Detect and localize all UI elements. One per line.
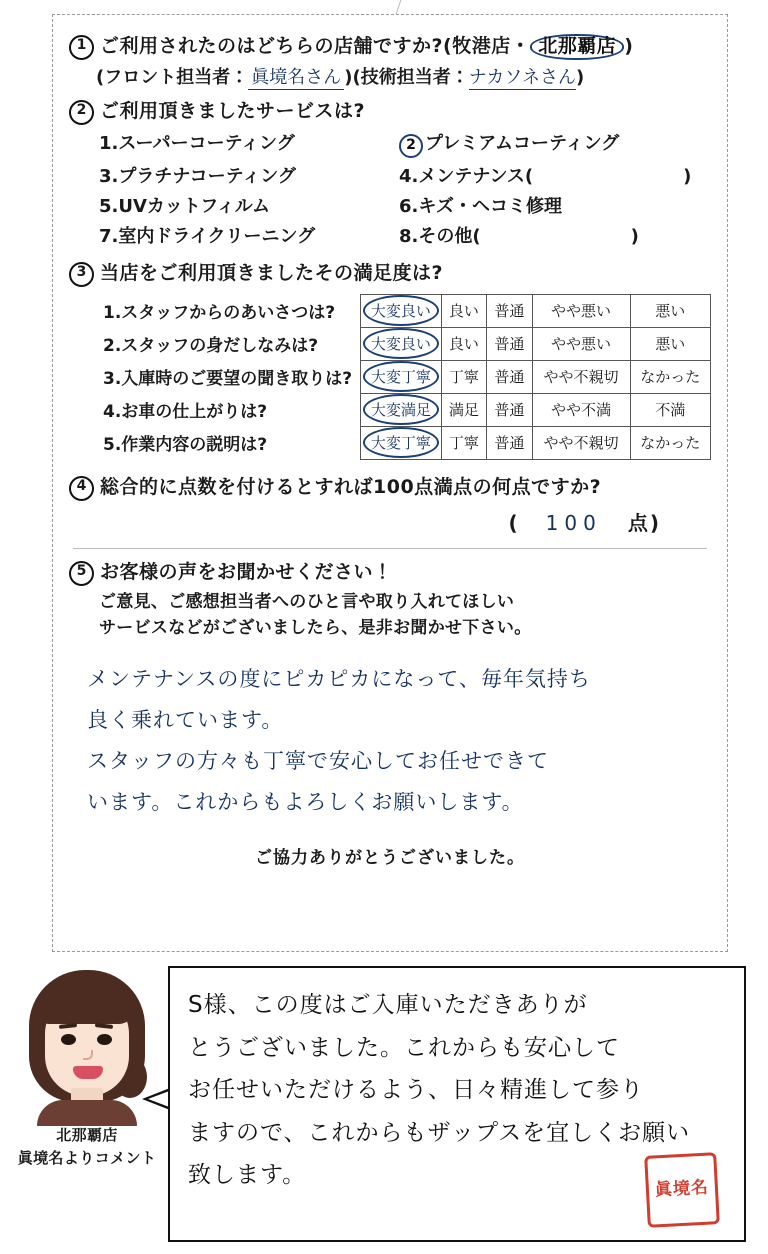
satisfaction-row-5-choice-3[interactable]: 普通 xyxy=(487,426,532,459)
question-2-options xyxy=(99,129,711,248)
service-option-7-no: 7. xyxy=(99,226,119,248)
service-option-1-label: スーパーコーティング xyxy=(118,133,295,155)
satisfaction-row-1-choice-3[interactable]: 普通 xyxy=(487,294,532,327)
question-3-number: 3 xyxy=(69,262,94,287)
avatar-caption xyxy=(14,1124,160,1169)
question-2 xyxy=(69,98,711,249)
table-row xyxy=(99,327,711,360)
avatar-caption-name: 眞境名よりコメント xyxy=(17,1148,157,1167)
store-option-kitanaha-selected[interactable]: 北那覇店 xyxy=(530,34,624,60)
satisfaction-row-3-choice-4[interactable]: やや不親切 xyxy=(532,360,630,393)
question-5-subtext-line2: サービスなどがございましたら、是非お聞かせ下さい。 xyxy=(99,618,532,639)
service-option-8-label: その他( xyxy=(418,226,481,248)
satisfaction-row-1-choice-2[interactable]: 良い xyxy=(441,294,486,327)
question-4-number: 4 xyxy=(69,476,94,501)
question-4-answer[interactable] xyxy=(69,507,661,536)
question-4-unit: 点 xyxy=(627,511,650,536)
question-1-number: 1 xyxy=(69,35,94,60)
question-3-text: 当店をご利用頂きましたその満足度は? xyxy=(100,262,444,285)
question-1-staff-row xyxy=(96,63,711,90)
satisfaction-row-1-choice-1[interactable]: 大変良い xyxy=(361,294,441,327)
service-option-7-label: 室内ドライクリーニング xyxy=(118,226,316,248)
speech-bubble-line-4: ますので、これからもザップスを宜しくお願い xyxy=(188,1119,691,1146)
satisfaction-row-1-choice-4[interactable]: やや悪い xyxy=(532,294,630,327)
question-1-prompt: ご利用されたのはどちらの店舗ですか?( xyxy=(100,35,453,57)
section-divider xyxy=(73,548,707,549)
satisfaction-row-2-label: 2.スタッフの身だしなみは? xyxy=(103,336,319,357)
question-4-close-paren: ) xyxy=(649,511,661,536)
avatar-mouth xyxy=(73,1066,103,1079)
satisfaction-row-5-label: 5.作業内容の説明は? xyxy=(103,435,268,456)
service-option-6-label: キズ・ヘコミ修理 xyxy=(418,196,563,218)
satisfaction-row-3-choice-1[interactable]: 大変丁寧 xyxy=(361,360,441,393)
service-option-2-selected[interactable] xyxy=(399,129,711,158)
satisfaction-row-5-choice-2[interactable]: 丁寧 xyxy=(441,426,486,459)
question-5-text: お客様の声をお聞かせください！ xyxy=(100,561,393,584)
service-option-5[interactable] xyxy=(99,192,399,218)
customer-free-text-line-4: います。これからもよろしくお願いします。 xyxy=(87,790,524,815)
satisfaction-row-4-choice-3[interactable]: 普通 xyxy=(487,393,532,426)
service-option-8[interactable] xyxy=(399,222,711,248)
service-option-4[interactable] xyxy=(399,162,711,188)
table-row xyxy=(99,393,711,426)
satisfaction-row-4-choice-1[interactable]: 大変満足 xyxy=(361,393,441,426)
avatar-body xyxy=(37,1100,137,1126)
avatar-bangs xyxy=(39,984,135,1024)
service-option-2-label: プレミアムコーティング xyxy=(425,133,620,155)
avatar-eye-left xyxy=(61,1034,76,1045)
front-staff-close: ) xyxy=(344,66,353,88)
speech-bubble-line-5: 致します。 xyxy=(188,1162,307,1189)
speech-bubble xyxy=(168,966,746,1242)
table-row xyxy=(99,360,711,393)
satisfaction-row-4-choice-4[interactable]: やや不満 xyxy=(532,393,630,426)
question-1-close-paren: ) xyxy=(624,35,634,57)
tech-staff-close: ) xyxy=(575,66,585,88)
front-staff-value[interactable]: 眞境名さん xyxy=(248,63,344,90)
satisfaction-row-3-choice-2[interactable]: 丁寧 xyxy=(441,360,486,393)
satisfaction-row-2-choice-5[interactable]: 悪い xyxy=(630,327,710,360)
service-option-4-label: メンテナンス( xyxy=(418,166,534,188)
staff-avatar-block xyxy=(14,970,160,1169)
satisfaction-row-1-label: 1.スタッフからのあいさつは? xyxy=(103,303,336,324)
satisfaction-row-4-label: 4.お車の仕上がりは? xyxy=(103,402,268,423)
service-option-4-close: ) xyxy=(683,166,692,188)
staff-comment-area xyxy=(0,960,768,1254)
service-option-3-label: プラチナコーティング xyxy=(118,166,296,188)
question-2-number: 2 xyxy=(69,100,94,125)
satisfaction-row-2-choice-4[interactable]: やや悪い xyxy=(532,327,630,360)
speech-bubble-line-3: お任せいただけるよう、日々精進して参り xyxy=(188,1077,644,1104)
satisfaction-row-5-choice-4[interactable]: やや不親切 xyxy=(532,426,630,459)
service-option-8-no: 8. xyxy=(399,226,419,248)
page-top-mark xyxy=(396,0,428,14)
customer-free-text[interactable] xyxy=(87,659,711,823)
question-5-number: 5 xyxy=(69,561,94,586)
service-option-6-no: 6. xyxy=(399,196,419,218)
service-option-1[interactable] xyxy=(99,129,399,158)
satisfaction-row-3-label: 3.入庫時のご要望の聞き取りは? xyxy=(103,369,353,390)
survey-sheet xyxy=(52,14,728,952)
satisfaction-row-2-choice-2[interactable]: 良い xyxy=(441,327,486,360)
customer-free-text-line-3: スタッフの方々も丁寧で安心してお任せできて xyxy=(87,749,549,774)
question-4-text: 総合的に点数を付けるとすれば100点満点の何点ですか? xyxy=(100,475,602,498)
tech-staff-label: (技術担当者： xyxy=(352,66,469,88)
question-5-subtext xyxy=(99,589,711,642)
satisfaction-row-3-choice-5[interactable]: なかった xyxy=(630,360,710,393)
table-row xyxy=(99,426,711,459)
question-4-score[interactable]: 100 xyxy=(545,511,602,536)
service-option-6[interactable] xyxy=(399,192,711,218)
avatar-caption-store: 北那覇店 xyxy=(56,1126,118,1144)
question-1-text xyxy=(100,33,633,61)
question-1 xyxy=(69,33,711,90)
satisfaction-table xyxy=(99,294,711,460)
question-4-open-paren: ( xyxy=(508,511,520,536)
tech-staff-value[interactable]: ナカソネさん xyxy=(469,63,576,90)
table-row xyxy=(99,294,711,327)
store-separator: ・ xyxy=(510,35,531,57)
thanks-message: ご協力ありがとうございました。 xyxy=(255,848,525,869)
satisfaction-row-4-choice-5[interactable]: 不満 xyxy=(630,393,710,426)
service-option-8-close: ) xyxy=(630,226,639,248)
service-option-3-no: 3. xyxy=(99,166,119,188)
question-3 xyxy=(69,260,711,460)
store-option-makiminato[interactable]: 牧港店 xyxy=(452,35,511,57)
service-option-3[interactable] xyxy=(99,162,399,188)
front-staff-label: (フロント担当者： xyxy=(96,66,249,88)
service-option-4-no: 4. xyxy=(399,166,419,188)
satisfaction-row-2-choice-3[interactable]: 普通 xyxy=(487,327,532,360)
service-option-7[interactable] xyxy=(99,222,399,248)
speech-bubble-line-2: とうございました。これからも安心して xyxy=(188,1034,620,1061)
question-5-subtext-line1: ご意見、ご感想担当者へのひと言や取り入れてほしい xyxy=(99,591,515,612)
service-option-1-no: 1. xyxy=(99,133,119,155)
customer-free-text-line-1: メンテナンスの度にピカピカになって、毎年気持ち xyxy=(87,667,591,692)
avatar xyxy=(21,970,153,1118)
service-option-5-no: 5. xyxy=(99,196,119,218)
question-5 xyxy=(69,559,711,823)
satisfaction-row-4-choice-2[interactable]: 満足 xyxy=(441,393,486,426)
speech-bubble-line-1: S様、この度はご入庫いただきありが xyxy=(188,992,588,1018)
question-2-text: ご利用頂きましたサービスは? xyxy=(100,99,366,122)
satisfaction-row-3-choice-3[interactable]: 普通 xyxy=(487,360,532,393)
avatar-eye-right xyxy=(97,1034,112,1045)
satisfaction-row-1-choice-5[interactable]: 悪い xyxy=(630,294,710,327)
service-option-2-no: 2 xyxy=(399,134,423,158)
hanko-stamp: 眞境名 xyxy=(644,1152,720,1228)
satisfaction-row-5-choice-1[interactable]: 大変丁寧 xyxy=(361,426,441,459)
satisfaction-row-5-choice-5[interactable]: なかった xyxy=(630,426,710,459)
service-option-5-label: UVカットフィルム xyxy=(118,196,271,218)
customer-free-text-line-2: 良く乗れています。 xyxy=(87,708,284,733)
satisfaction-row-2-choice-1[interactable]: 大変良い xyxy=(361,327,441,360)
question-4 xyxy=(69,474,711,537)
